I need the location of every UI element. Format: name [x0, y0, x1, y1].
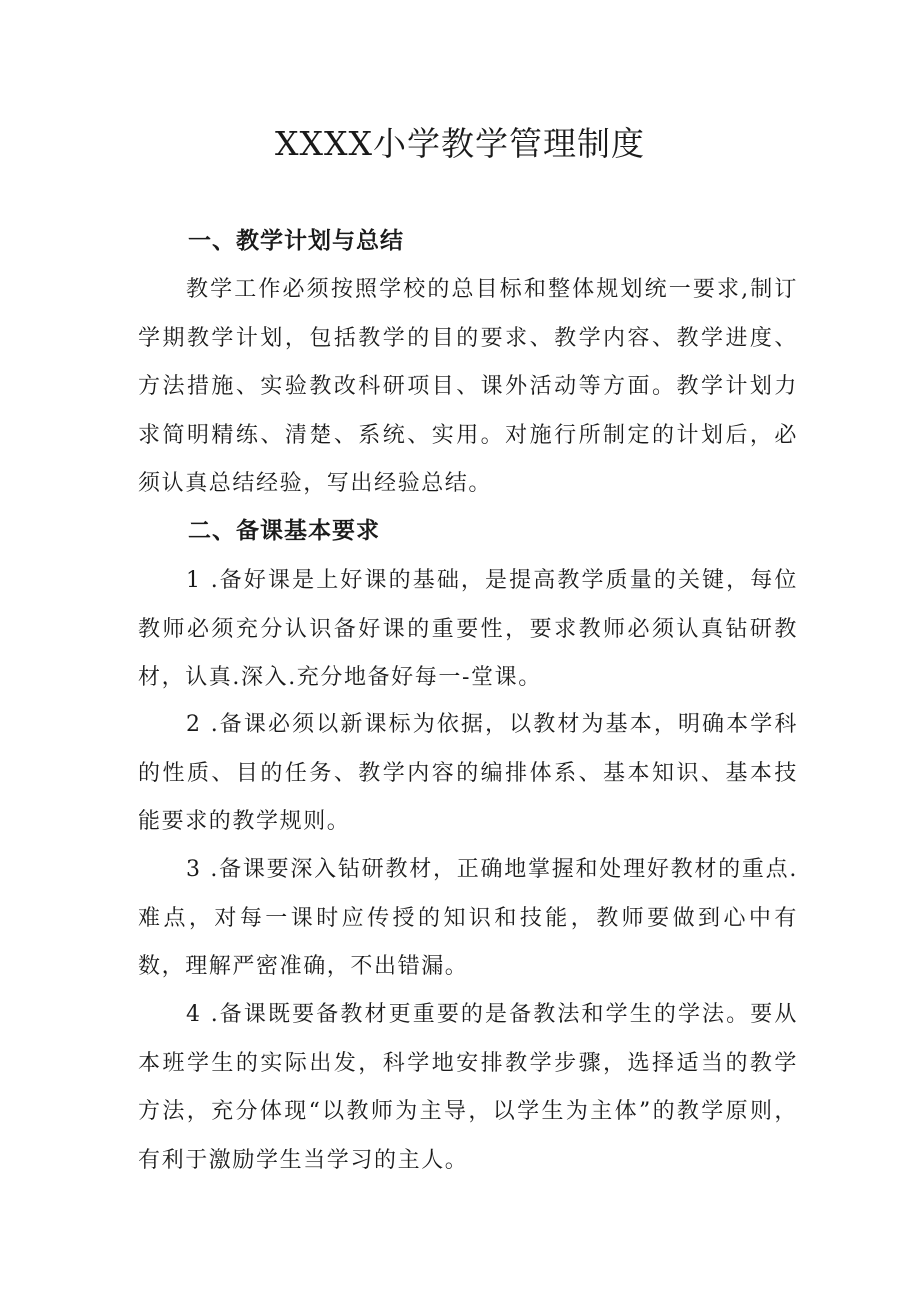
paragraph-prep-3: 3 .备课要深入钻研教材，正确地掌握和处理好教材的重点.难点，对每一课时应传授的知识和技能，教师要做到心中有数，理解严密准确，不出错漏。: [138, 857, 798, 979]
paragraph-teaching-plan: 教学工作必须按照学校的总目标和整体规划统一要求,制订学期教学计划，包括教学的目的要求、教学内容、教学进度、方法措施、实验教改科研项目、课外活动等方面。教学计划力求简明精练、清楚、系统、实用。对施行所制定的计划后，必须认真总结经验，写出经验总结。: [138, 277, 798, 496]
paragraph-prep-2: 2 .备课必须以新课标为依据，以教材为基本，明确本学科的性质、目的任务、教学内容的编排体系、基本知识、基本技能要求的教学规则。: [138, 712, 798, 834]
paragraph-prep-1: 1 .备好课是上好课的基础，是提高教学质量的关键，每位教师必须充分认识备好课的重要性，要求教师必须认真钻研教材，认真.深入.充分地备好每一-堂课。: [138, 568, 798, 690]
section-heading-teaching-plan: 一、教学计划与总结: [188, 228, 404, 254]
document-title: XXXX小学教学管理制度: [275, 124, 645, 163]
section-heading-lesson-prep: 二、备课基本要求: [188, 518, 380, 544]
paragraph-prep-4: 4 .备课既要备教材更重要的是备教法和学生的学法。要从本班学生的实际出发，科学地安排教学步骤，选择适当的教学方法，充分体现“以教师为主导，以学生为主体”的教学原则，有利于激励学生当学习的主人。: [138, 1002, 798, 1173]
